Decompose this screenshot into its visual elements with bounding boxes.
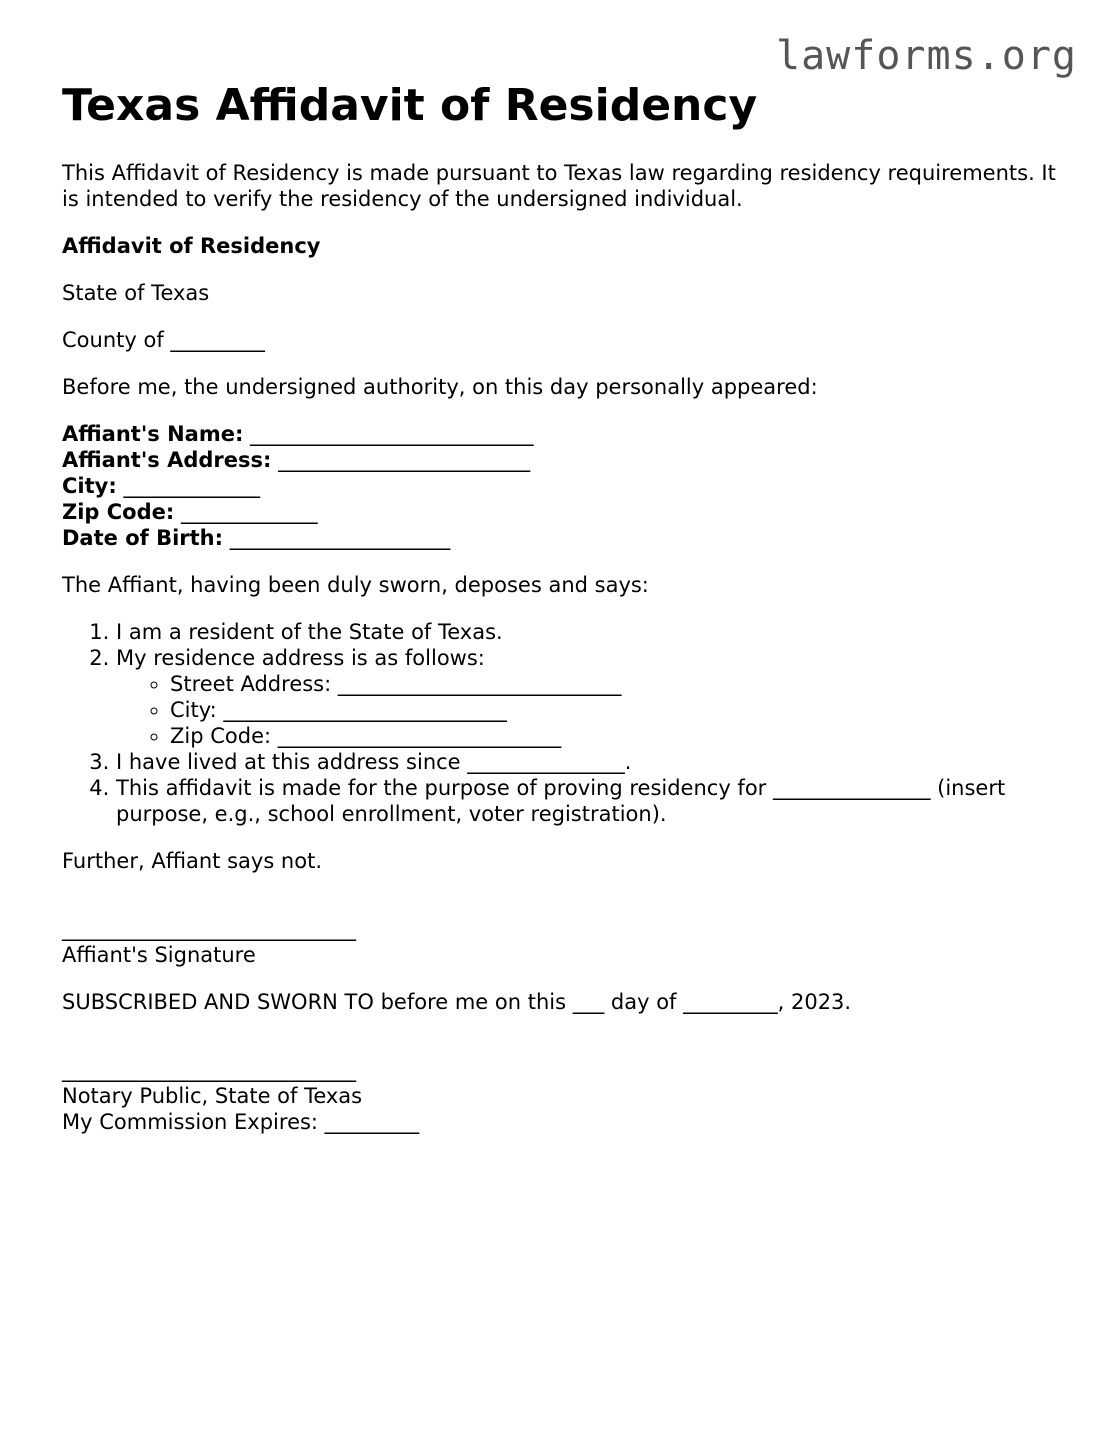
watermark-logo: lawforms.org xyxy=(776,33,1077,79)
notary-signature-line[interactable]: ____________________________ xyxy=(62,1058,356,1082)
residence-address-list xyxy=(116,671,1062,749)
field-blank[interactable]: _____________________ xyxy=(229,526,451,550)
field-label: Affiant's Name: xyxy=(62,422,244,446)
field-affiant-address xyxy=(62,447,1062,473)
sworn-line: The Affiant, having been duly sworn, deposes and says: xyxy=(62,573,649,597)
commission-expires: My Commission Expires: _________ xyxy=(62,1110,420,1134)
signature-label: Affiant's Signature xyxy=(62,943,256,967)
field-city xyxy=(62,473,1062,499)
notary-label: Notary Public, State of Texas xyxy=(62,1084,363,1108)
notary-block xyxy=(62,1057,1062,1135)
document-title: Texas Affidavit of Residency xyxy=(62,80,758,131)
field-blank[interactable]: ________________________ xyxy=(278,448,531,472)
field-label: City: xyxy=(62,474,117,498)
field-label: Affiant's Address: xyxy=(62,448,272,472)
field-affiant-name xyxy=(62,421,1062,447)
subscribed-line: SUBSCRIBED AND SWORN TO before me on this ___ day of _________, 2023. xyxy=(62,990,852,1014)
intro-paragraph: This Affidavit of Residency is made pursuant to Texas law regarding residency requirements. It is intended to verify the residency of the undersigned individual. xyxy=(62,161,1056,211)
statement-item-2-text: My residence address is as follows: xyxy=(116,646,485,670)
sub-item-city[interactable]: ◦ City: ___________________________ xyxy=(170,697,1062,723)
sub-item-zip-code[interactable]: ◦ Zip Code: ___________________________ xyxy=(170,723,1062,749)
affiant-fields xyxy=(62,421,1062,551)
appeared-line: Before me, the undersigned authority, on this day personally appeared: xyxy=(62,375,818,399)
statement-item-1: 1. I am a resident of the State of Texas. xyxy=(116,619,1062,645)
state-line: State of Texas xyxy=(62,281,210,305)
statement-item-2 xyxy=(116,645,1062,749)
field-blank[interactable]: _____________ xyxy=(180,500,318,524)
affiant-signature-block xyxy=(62,916,1062,968)
field-blank[interactable]: ___________________________ xyxy=(250,422,534,446)
section-heading: Affidavit of Residency xyxy=(62,234,321,258)
statement-item-3: 3. I have lived at this address since _______________. xyxy=(116,749,1062,775)
field-label: Zip Code: xyxy=(62,500,175,524)
statement-item-4: 4. This affidavit is made for the purpose of proving residency for _______________ (insert purpose, e.g., school enrollment, voter registration). xyxy=(116,775,1062,827)
sub-item-street-address[interactable]: ◦ Street Address: ___________________________ xyxy=(170,671,1062,697)
field-blank[interactable]: _____________ xyxy=(123,474,260,498)
signature-line[interactable]: ____________________________ xyxy=(62,917,356,941)
document-page xyxy=(62,80,1062,1135)
further-line: Further, Affiant says not. xyxy=(62,849,322,873)
statements-list xyxy=(62,619,1062,827)
field-date-of-birth xyxy=(62,525,1062,551)
field-label: Date of Birth: xyxy=(62,526,224,550)
field-zip-code xyxy=(62,499,1062,525)
county-line: County of _________ xyxy=(62,328,265,352)
